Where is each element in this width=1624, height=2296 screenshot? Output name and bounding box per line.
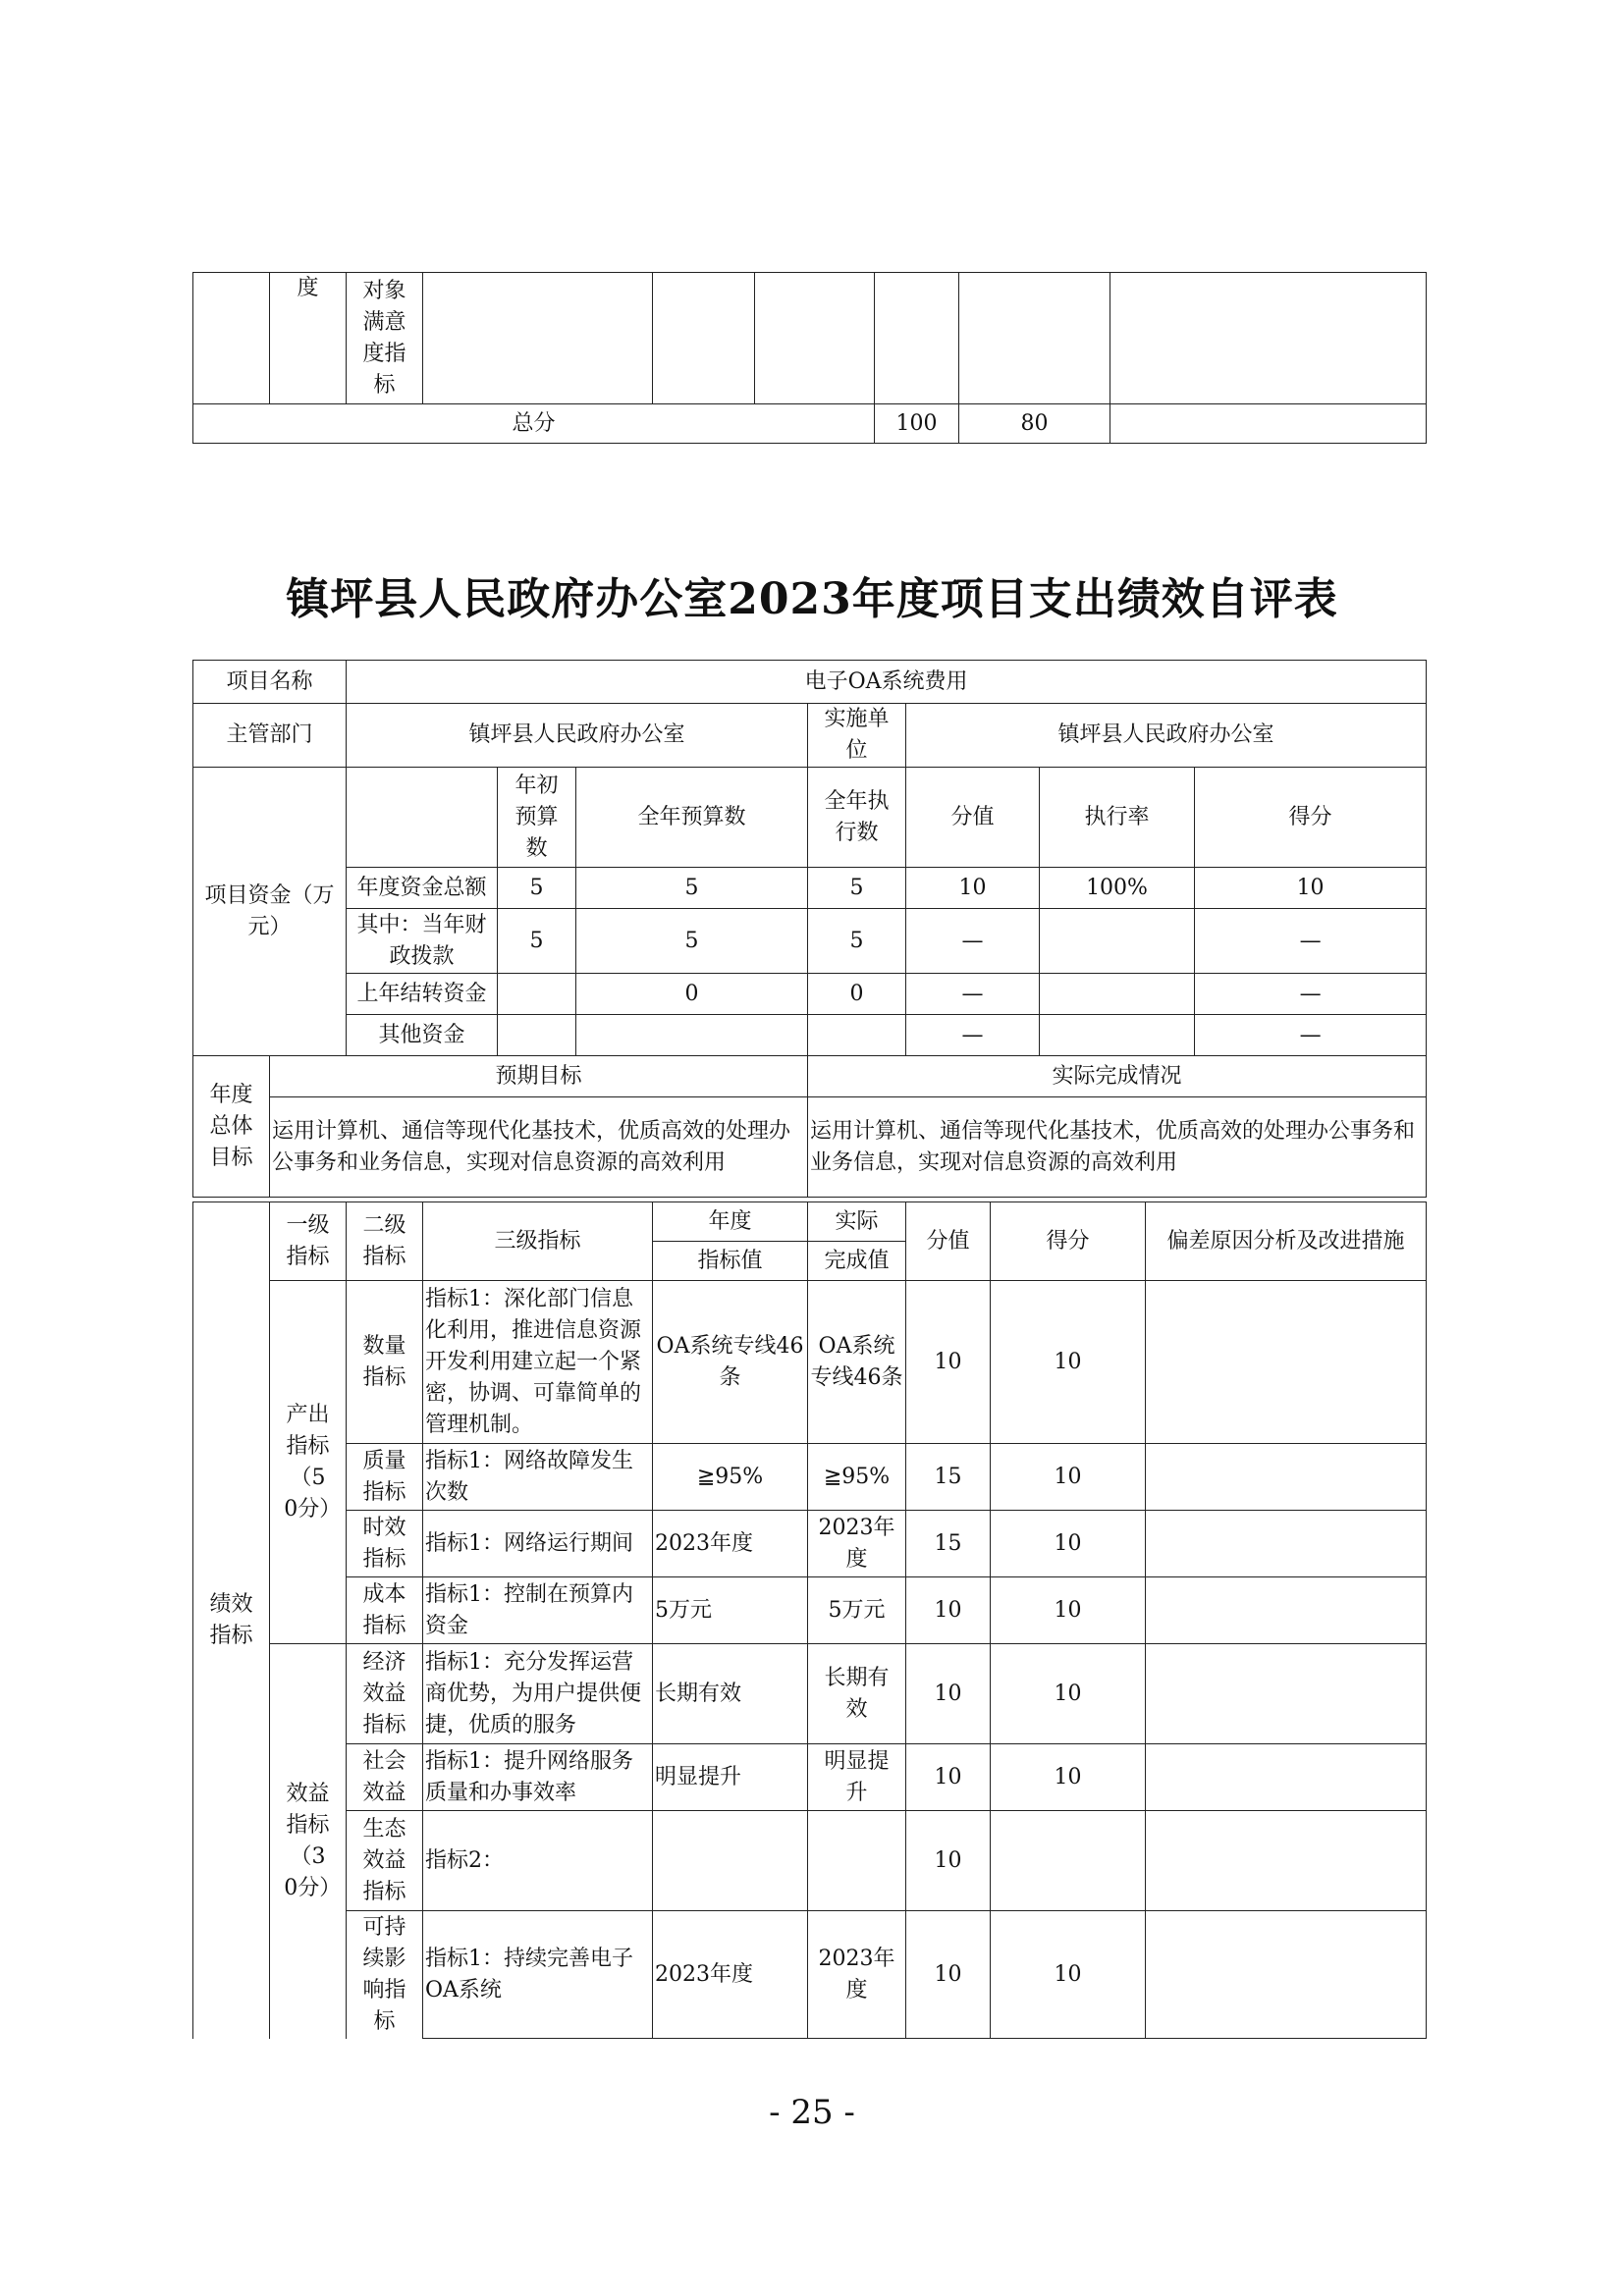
row-actual: 2023年度 — [808, 1911, 906, 2039]
funds-full: 5 — [576, 868, 808, 909]
row-l3: 指标1：网络运行期间 — [423, 1511, 653, 1577]
funds-rate — [1040, 1015, 1195, 1056]
funds-rate: 100% — [1040, 868, 1195, 909]
table-row — [193, 1444, 1427, 1511]
row-deviation — [1146, 1281, 1427, 1444]
funds-full: 5 — [576, 909, 808, 974]
row-score-value: 10 — [906, 1811, 991, 1911]
header-score-value: 分值 — [906, 1202, 991, 1281]
row-target: 长期有效 — [653, 1644, 808, 1744]
row-target: OA系统专线46条 — [653, 1281, 808, 1444]
header-score: 得分 — [1195, 768, 1427, 868]
row-l3: 指标1：持续完善电子OA系统 — [423, 1911, 653, 2039]
header-l3: 三级指标 — [423, 1202, 653, 1281]
table-row — [193, 1911, 1427, 2039]
row-actual — [808, 1811, 906, 1911]
row-l2: 社会效益 — [347, 1744, 423, 1811]
row-l2: 时效指标 — [347, 1511, 423, 1577]
funds-score: — — [1195, 909, 1427, 974]
row-l3: 指标1：充分发挥运营商优势，为用户提供便捷，优质的服务 — [423, 1644, 653, 1744]
row-score-value: 10 — [906, 1644, 991, 1744]
row-l2: 数量指标 — [347, 1281, 423, 1444]
row-l2: 成本指标 — [347, 1577, 423, 1644]
funds-score: — — [1195, 1015, 1427, 1056]
funds-row — [193, 909, 1427, 974]
funds-score-value: — — [906, 909, 1040, 974]
funds-score-value: 10 — [906, 868, 1040, 909]
row-target — [653, 1811, 808, 1911]
row-l3: 指标1：提升网络服务质量和办事效率 — [423, 1744, 653, 1811]
project-name-label: 项目名称 — [193, 661, 347, 704]
row-score: 10 — [991, 1577, 1146, 1644]
row-actual: 明显提升 — [808, 1744, 906, 1811]
table-row — [193, 1577, 1427, 1644]
empty-cell — [875, 273, 959, 404]
header-exec: 全年执行数 — [808, 768, 906, 868]
row-target: 明显提升 — [653, 1744, 808, 1811]
empty-cell — [755, 273, 875, 404]
row-deviation — [1146, 1811, 1427, 1911]
row-l2: 可持续影响指标 — [347, 1911, 423, 2039]
dept-value: 镇坪县人民政府办公室 — [347, 704, 808, 768]
row-actual: 长期有效 — [808, 1644, 906, 1744]
perf-label: 绩效指标 — [193, 1202, 270, 2039]
row-target: ≧95% — [653, 1444, 808, 1511]
row-score-value: 10 — [906, 1577, 991, 1644]
row-actual: 2023年度 — [808, 1511, 906, 1577]
header-score-value: 分值 — [906, 768, 1040, 868]
header-score: 得分 — [991, 1202, 1146, 1281]
funds-label: 项目资金（万元） — [193, 768, 347, 1056]
row-score: 10 — [991, 1444, 1146, 1511]
row-l2: 质量指标 — [347, 1444, 423, 1511]
row-score-value: 15 — [906, 1444, 991, 1511]
row-l3: 指标1：深化部门信息化利用，推进信息资源开发利用建立起一个紧密，协调、可靠简单的管理机制。 — [423, 1281, 653, 1444]
row-score: 10 — [991, 1281, 1146, 1444]
total-score-value: 100 — [875, 404, 959, 444]
funds-rate — [1040, 909, 1195, 974]
table-row — [193, 1644, 1427, 1744]
row-deviation — [1146, 1444, 1427, 1511]
impl-label: 实施单位 — [808, 704, 906, 768]
funds-init — [498, 1015, 576, 1056]
row-score: 10 — [991, 1744, 1146, 1811]
row-deviation — [1146, 1911, 1427, 2039]
header-deviation: 偏差原因分析及改进措施 — [1146, 1202, 1427, 1281]
row-target: 5万元 — [653, 1577, 808, 1644]
row-score: 10 — [991, 1911, 1146, 2039]
row-deviation — [1146, 1577, 1427, 1644]
funds-score-value: — — [906, 974, 1040, 1015]
expected-goal-text: 运用计算机、通信等现代化基技术，优质高效的处理办公事务和业务信息，实现对信息资源的高效利用 — [270, 1097, 808, 1198]
funds-row — [193, 974, 1427, 1015]
row-score: 10 — [991, 1511, 1146, 1577]
actual-goal-header: 实际完成情况 — [808, 1056, 1427, 1097]
header-l1: 一级指标 — [270, 1202, 347, 1281]
header-l2: 二级指标 — [347, 1202, 423, 1281]
actual-goal-text: 运用计算机、通信等现代化基技术，优质高效的处理办公事务和业务信息，实现对信息资源的高效利用 — [808, 1097, 1427, 1198]
funds-row-name: 其中：当年财政拨款 — [347, 909, 498, 974]
row-actual: ≧95% — [808, 1444, 906, 1511]
empty-cell — [959, 273, 1110, 404]
funds-exec: 5 — [808, 909, 906, 974]
row-target: 2023年度 — [653, 1911, 808, 2039]
row-l2: 经济效益指标 — [347, 1644, 423, 1744]
cell-du: 度 — [270, 273, 347, 404]
row-l3: 指标1：控制在预算内资金 — [423, 1577, 653, 1644]
header-target-bottom: 指标值 — [653, 1242, 808, 1281]
row-score: 10 — [991, 1644, 1146, 1744]
row-score-value: 10 — [906, 1281, 991, 1444]
continuation-table — [192, 272, 1427, 444]
table-row — [193, 1511, 1427, 1577]
header-exec-rate: 执行率 — [1040, 768, 1195, 868]
annual-goal-label: 年度总体目标 — [193, 1056, 270, 1198]
header-target-top: 年度 — [653, 1202, 808, 1242]
header-full-budget: 全年预算数 — [576, 768, 808, 868]
header-actual-bottom: 完成值 — [808, 1242, 906, 1281]
header-init-budget: 年初预算数 — [498, 768, 576, 868]
performance-table — [192, 1201, 1427, 2039]
row-actual: OA系统专线46条 — [808, 1281, 906, 1444]
funds-score: 10 — [1195, 868, 1427, 909]
row-deviation — [1146, 1744, 1427, 1811]
table-row — [193, 1811, 1427, 1911]
empty-cell — [1110, 404, 1427, 444]
funds-row — [193, 1015, 1427, 1056]
funds-row-name: 上年结转资金 — [347, 974, 498, 1015]
cell-object-satisfaction: 对象满意度指标 — [347, 273, 423, 404]
page-title: 镇坪县人民政府办公室2023年度项目支出绩效自评表 — [286, 574, 1338, 624]
page-number: - 25 - — [769, 2093, 855, 2132]
row-score-value: 10 — [906, 1911, 991, 2039]
funds-exec: 5 — [808, 868, 906, 909]
table-row — [193, 1744, 1427, 1811]
funds-full: 0 — [576, 974, 808, 1015]
row-l3: 指标2： — [423, 1811, 653, 1911]
empty-cell — [653, 273, 755, 404]
row-actual: 5万元 — [808, 1577, 906, 1644]
output-indicator-label: 产出指标（50分） — [270, 1281, 347, 1644]
project-name-value: 电子OA系统费用 — [347, 661, 1427, 704]
row-deviation — [1146, 1511, 1427, 1577]
funds-exec — [808, 1015, 906, 1056]
header-actual-top: 实际 — [808, 1202, 906, 1242]
empty-cell — [1110, 273, 1427, 404]
row-score — [991, 1811, 1146, 1911]
funds-rate — [1040, 974, 1195, 1015]
row-score-value: 15 — [906, 1511, 991, 1577]
row-l2: 生态效益指标 — [347, 1811, 423, 1911]
row-l3: 指标1：网络故障发生次数 — [423, 1444, 653, 1511]
empty-cell — [423, 273, 653, 404]
funds-exec: 0 — [808, 974, 906, 1015]
funds-init: 5 — [498, 909, 576, 974]
row-score-value: 10 — [906, 1744, 991, 1811]
project-table — [192, 660, 1427, 1198]
funds-row-name: 其他资金 — [347, 1015, 498, 1056]
funds-score: — — [1195, 974, 1427, 1015]
dept-label: 主管部门 — [193, 704, 347, 768]
row-target: 2023年度 — [653, 1511, 808, 1577]
empty-cell — [193, 273, 270, 404]
empty-cell — [347, 768, 498, 868]
row-deviation — [1146, 1644, 1427, 1744]
funds-init — [498, 974, 576, 1015]
total-label: 总分 — [193, 404, 875, 444]
funds-score-value: — — [906, 1015, 1040, 1056]
funds-row-name: 年度资金总额 — [347, 868, 498, 909]
funds-full — [576, 1015, 808, 1056]
funds-row — [193, 868, 1427, 909]
benefit-indicator-label: 效益指标（30分） — [270, 1644, 347, 2039]
expected-goal-header: 预期目标 — [270, 1056, 808, 1097]
total-score: 80 — [959, 404, 1110, 444]
impl-value: 镇坪县人民政府办公室 — [906, 704, 1427, 768]
funds-init: 5 — [498, 868, 576, 909]
table-row — [193, 1281, 1427, 1444]
